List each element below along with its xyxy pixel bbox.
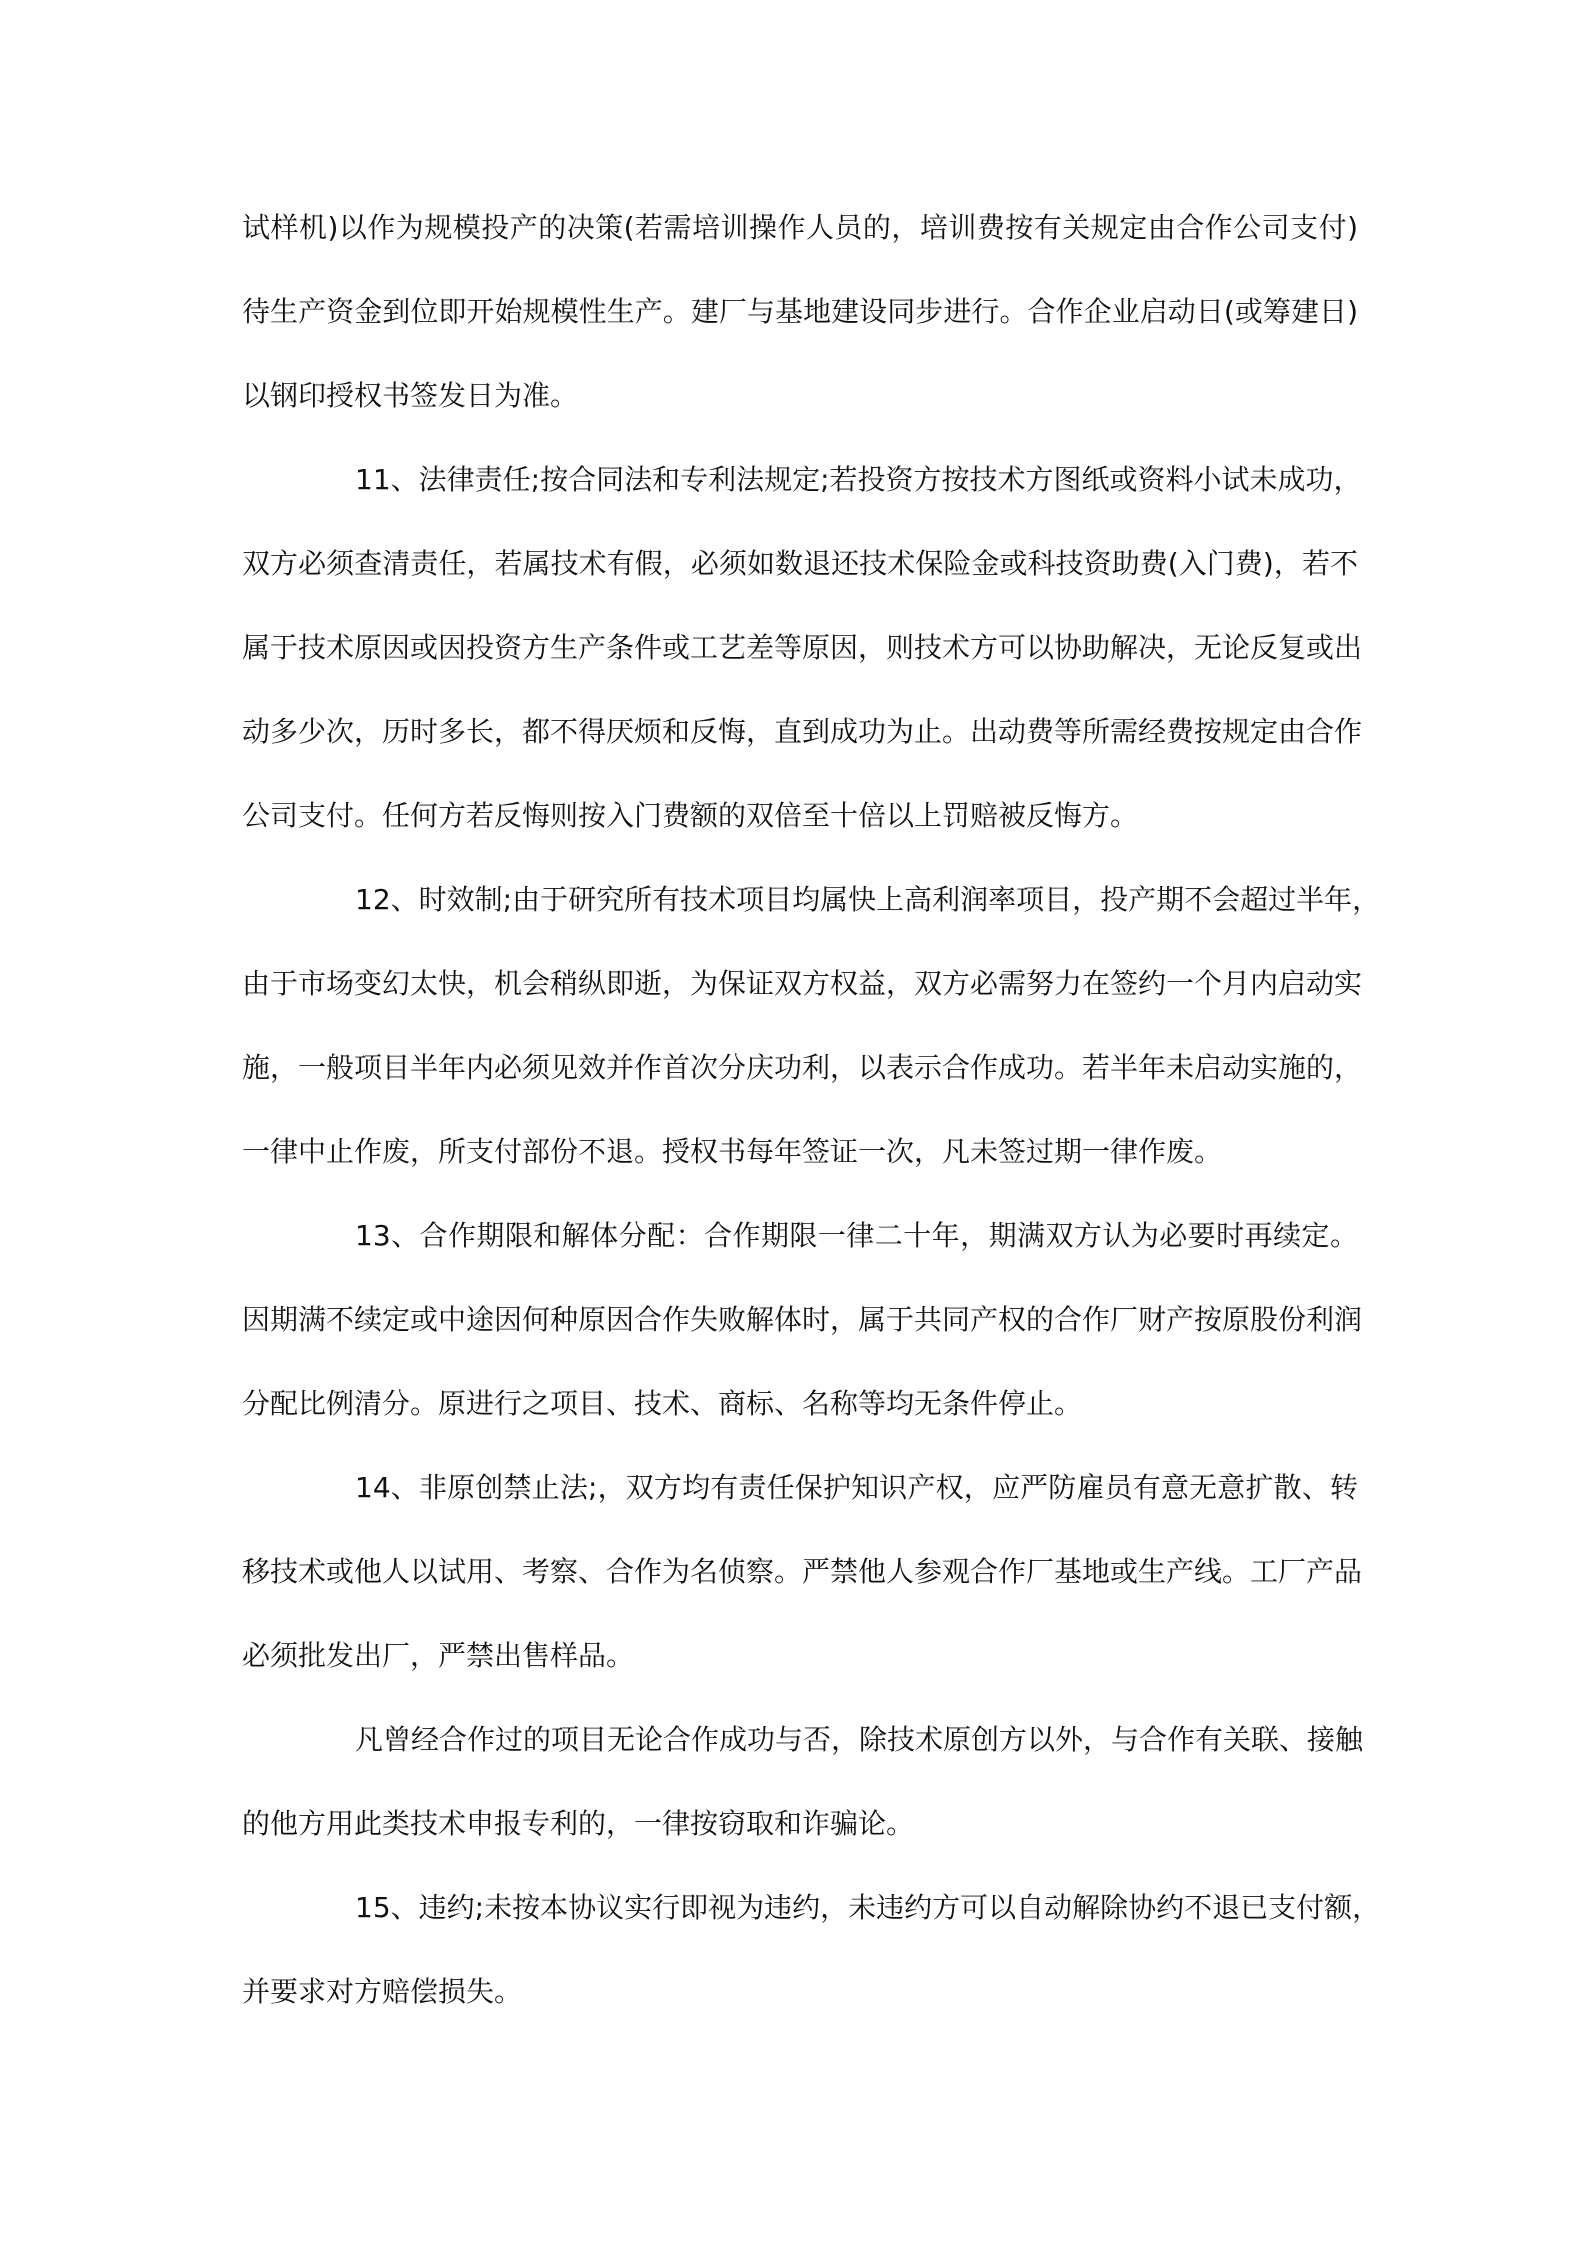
text-line: 必须批发出厂，严禁出售样品。	[242, 1639, 635, 1672]
paragraph-12-time-limit	[242, 858, 1381, 1194]
paragraph-11-legal-liability	[242, 438, 1363, 858]
text-line: 的他方用此类技术申报专利的，一律按窃取和诈骗论。	[242, 1807, 915, 1840]
text-line: 14、非原创禁止法;，双方均有责任保护知识产权，应严防雇员有意无意扩散、转	[355, 1471, 1358, 1504]
text-line: 动多少次，历时多长，都不得厌烦和反悔，直到成功为止。出动费等所需经费按规定由合作	[242, 715, 1363, 748]
text-line: 13、合作期限和解体分配：合作期限一律二十年，期满双方认为必要时再续定。	[355, 1219, 1358, 1252]
text-line: 试样机)以作为规模投产的决策(若需培训操作人员的，培训费按有关规定由合作公司支付)	[242, 211, 1358, 244]
text-line: 15、违约;未按本协议实行即视为违约，未违约方可以自动解除协约不退已支付额，	[355, 1891, 1381, 1924]
text-line: 并要求对方赔偿损失。	[242, 1975, 523, 2008]
text-line: 因期满不续定或中途因何种原因合作失败解体时，属于共同产权的合作厂财产按原股份利润	[242, 1303, 1363, 1336]
paragraph-15-breach	[242, 1866, 1381, 2034]
paragraph-patent-clause	[242, 1698, 1364, 1866]
text-line: 公司支付。任何方若反悔则按入门费额的双倍至十倍以上罚赔被反悔方。	[242, 799, 1139, 832]
paragraph-14-non-original	[242, 1446, 1363, 1698]
text-line: 施，一般项目半年内必须见效并作首次分庆功利，以表示合作成功。若半年未启动实施的，	[242, 1051, 1363, 1084]
text-line: 以钢印授权书签发日为准。	[242, 379, 579, 412]
paragraph-13-term-dissolution	[242, 1194, 1363, 1446]
text-line: 11、法律责任;按合同法和专利法规定;若投资方按技术方图纸或资料小试未成功，	[355, 463, 1362, 496]
paragraph-continuation	[242, 186, 1358, 438]
text-line: 待生产资金到位即开始规模性生产。建厂与基地建设同步进行。合作企业启动日(或筹建日)	[242, 295, 1358, 328]
text-line: 12、时效制;由于研究所有技术项目均属快上高利润率项目，投产期不会超过半年，	[355, 883, 1381, 916]
text-line: 属于技术原因或因投资方生产条件或工艺差等原因，则技术方可以协助解决，无论反复或出	[242, 631, 1363, 664]
document-page	[242, 186, 1381, 2034]
text-line: 移技术或他人以试用、考察、合作为名侦察。严禁他人参观合作厂基地或生产线。工厂产品	[242, 1555, 1363, 1588]
text-line: 由于市场变幻太快，机会稍纵即逝，为保证双方权益，双方必需努力在签约一个月内启动实	[242, 967, 1363, 1000]
text-line: 凡曾经合作过的项目无论合作成功与否，除技术原创方以外，与合作有关联、接触	[355, 1723, 1364, 1756]
text-line: 一律中止作废，所支付部份不退。授权书每年签证一次，凡未签过期一律作废。	[242, 1135, 1223, 1168]
text-line: 双方必须查清责任，若属技术有假，必须如数退还技术保险金或科技资助费(入门费)，若不	[242, 547, 1358, 580]
text-line: 分配比例清分。原进行之项目、技术、商标、名称等均无条件停止。	[242, 1387, 1083, 1420]
